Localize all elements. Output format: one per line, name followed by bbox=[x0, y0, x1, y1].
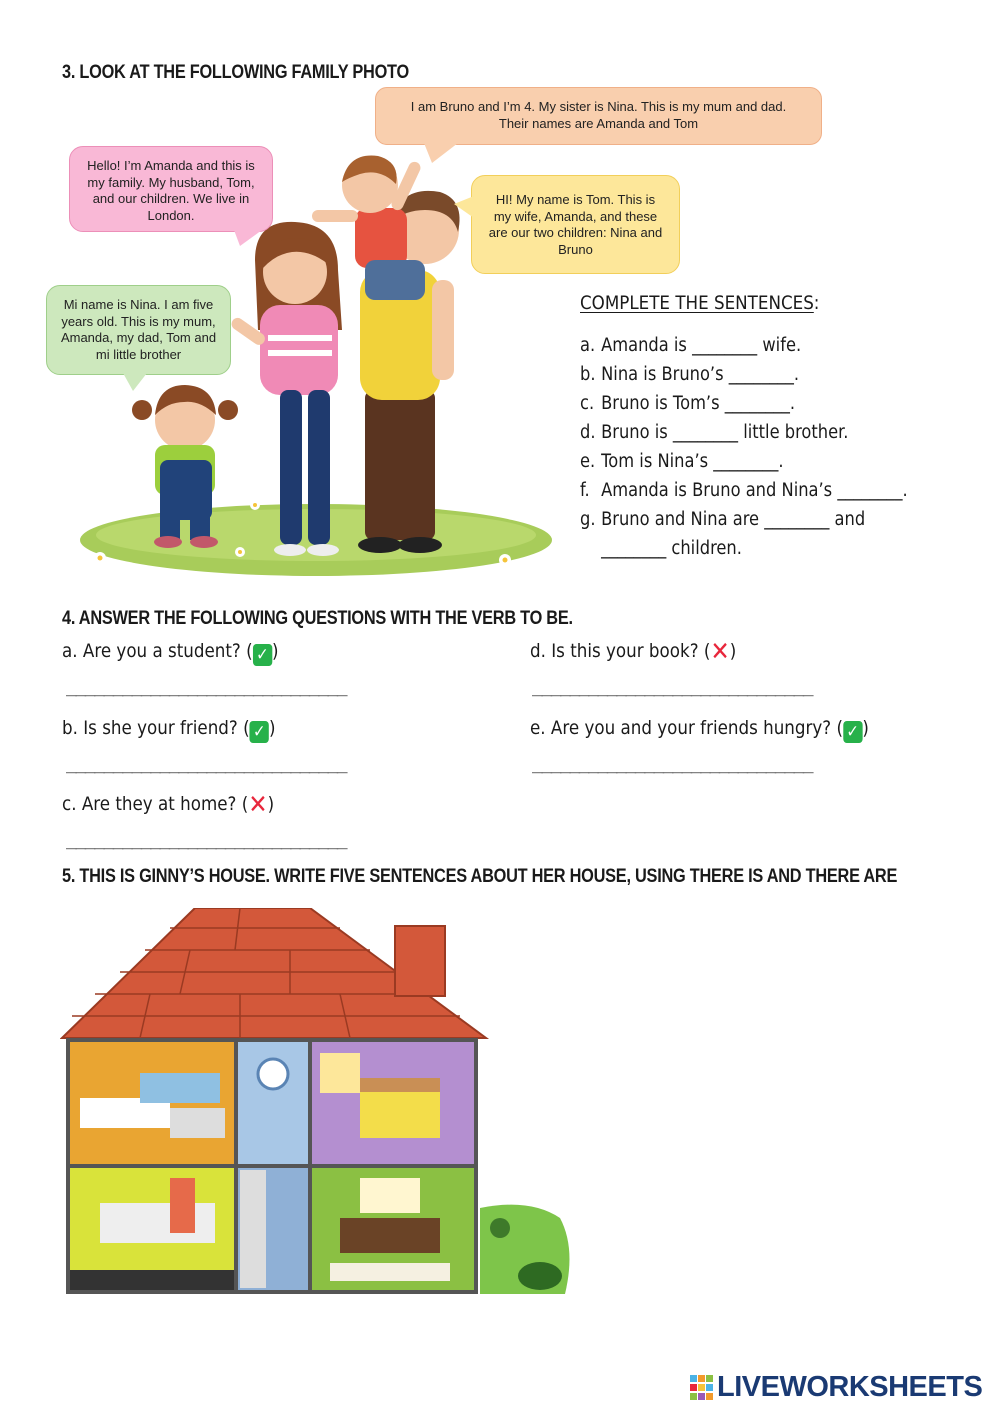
answer-line-c[interactable]: ______________________________ bbox=[66, 829, 347, 850]
answer-line-d[interactable]: ______________________________ bbox=[532, 676, 813, 697]
check-icon: ✓ bbox=[253, 644, 272, 666]
question-c: c. Are they at home? (✕) bbox=[62, 790, 275, 820]
sentence-e[interactable]: e. Tom is Nina’s ________. bbox=[580, 451, 784, 472]
question-e: e. Are you and your friends hungry? ( ✓ ) bbox=[530, 717, 869, 742]
cross-icon: ✕ bbox=[710, 637, 730, 667]
sentence-f[interactable]: f. Amanda is Bruno and Nina’s ________. bbox=[580, 480, 908, 501]
answer-line-a[interactable]: ______________________________ bbox=[66, 676, 347, 697]
check-icon: ✓ bbox=[843, 721, 862, 743]
sentence-b[interactable]: b. Nina is Bruno’s ________. bbox=[580, 364, 800, 385]
answer-line-e[interactable]: ______________________________ bbox=[532, 753, 813, 774]
amanda-speech-text: Hello! I’m Amanda and this is my family. My husband, Tom, and our children. We live in London. bbox=[87, 158, 255, 223]
sentence-d[interactable]: d. Bruno is ________ little brother. bbox=[580, 422, 849, 443]
liveworksheets-logo bbox=[690, 1371, 982, 1404]
tom-speech-text: HI! My name is Tom. This is my wife, Amanda, and these are our two children: Nina and Bruno bbox=[488, 192, 663, 257]
question-d: d. Is this your book? (✕) bbox=[530, 637, 737, 667]
section-3-title: 3. LOOK AT THE FOLLOWING FAMILY PHOTO bbox=[62, 62, 409, 83]
check-icon: ✓ bbox=[250, 721, 269, 743]
sentence-g-continued[interactable]: ________ children. bbox=[601, 538, 742, 559]
sentence-c[interactable]: c. Bruno is Tom’s ________. bbox=[580, 393, 796, 414]
nina-speech-text: Mi name is Nina. I am five years old. This is my mum, Amanda, my dad, Tom and mi little brother bbox=[60, 297, 217, 362]
sentence-a[interactable]: a. Amanda is ________ wife. bbox=[580, 335, 802, 356]
section-4-title: 4. ANSWER THE FOLLOWING QUESTIONS WITH THE VERB TO BE. bbox=[62, 608, 573, 629]
bruno-speech-text: I am Bruno and I’m 4. My sister is Nina. This is my mum and dad. Their names are Amanda and Tom bbox=[410, 99, 787, 131]
question-b: b. Is she your friend? ( ✓ ) bbox=[62, 717, 276, 742]
house-illustration bbox=[60, 908, 576, 1294]
logo-text: LIVEWORKSHEETS bbox=[717, 1371, 983, 1403]
complete-sentences-title: COMPLETE THE SENTENCES: bbox=[580, 292, 820, 314]
sentence-g[interactable]: g. Bruno and Nina are ________ and bbox=[580, 509, 866, 530]
section-5-title: 5. THIS IS GINNY’S HOUSE. WRITE FIVE SENTENCES ABOUT HER HOUSE, USING THERE IS AND THERE ARE bbox=[62, 866, 898, 887]
question-a: a. Are you a student? ( ✓ ) bbox=[62, 640, 279, 665]
cross-icon: ✕ bbox=[248, 790, 268, 820]
answer-line-b[interactable]: ______________________________ bbox=[66, 753, 347, 774]
nina-speech-bubble bbox=[46, 285, 231, 375]
tom-speech-bubble bbox=[471, 175, 680, 274]
amanda-speech-bubble bbox=[69, 146, 273, 232]
bruno-speech-bubble bbox=[375, 87, 822, 145]
logo-blocks-icon bbox=[690, 1375, 714, 1401]
